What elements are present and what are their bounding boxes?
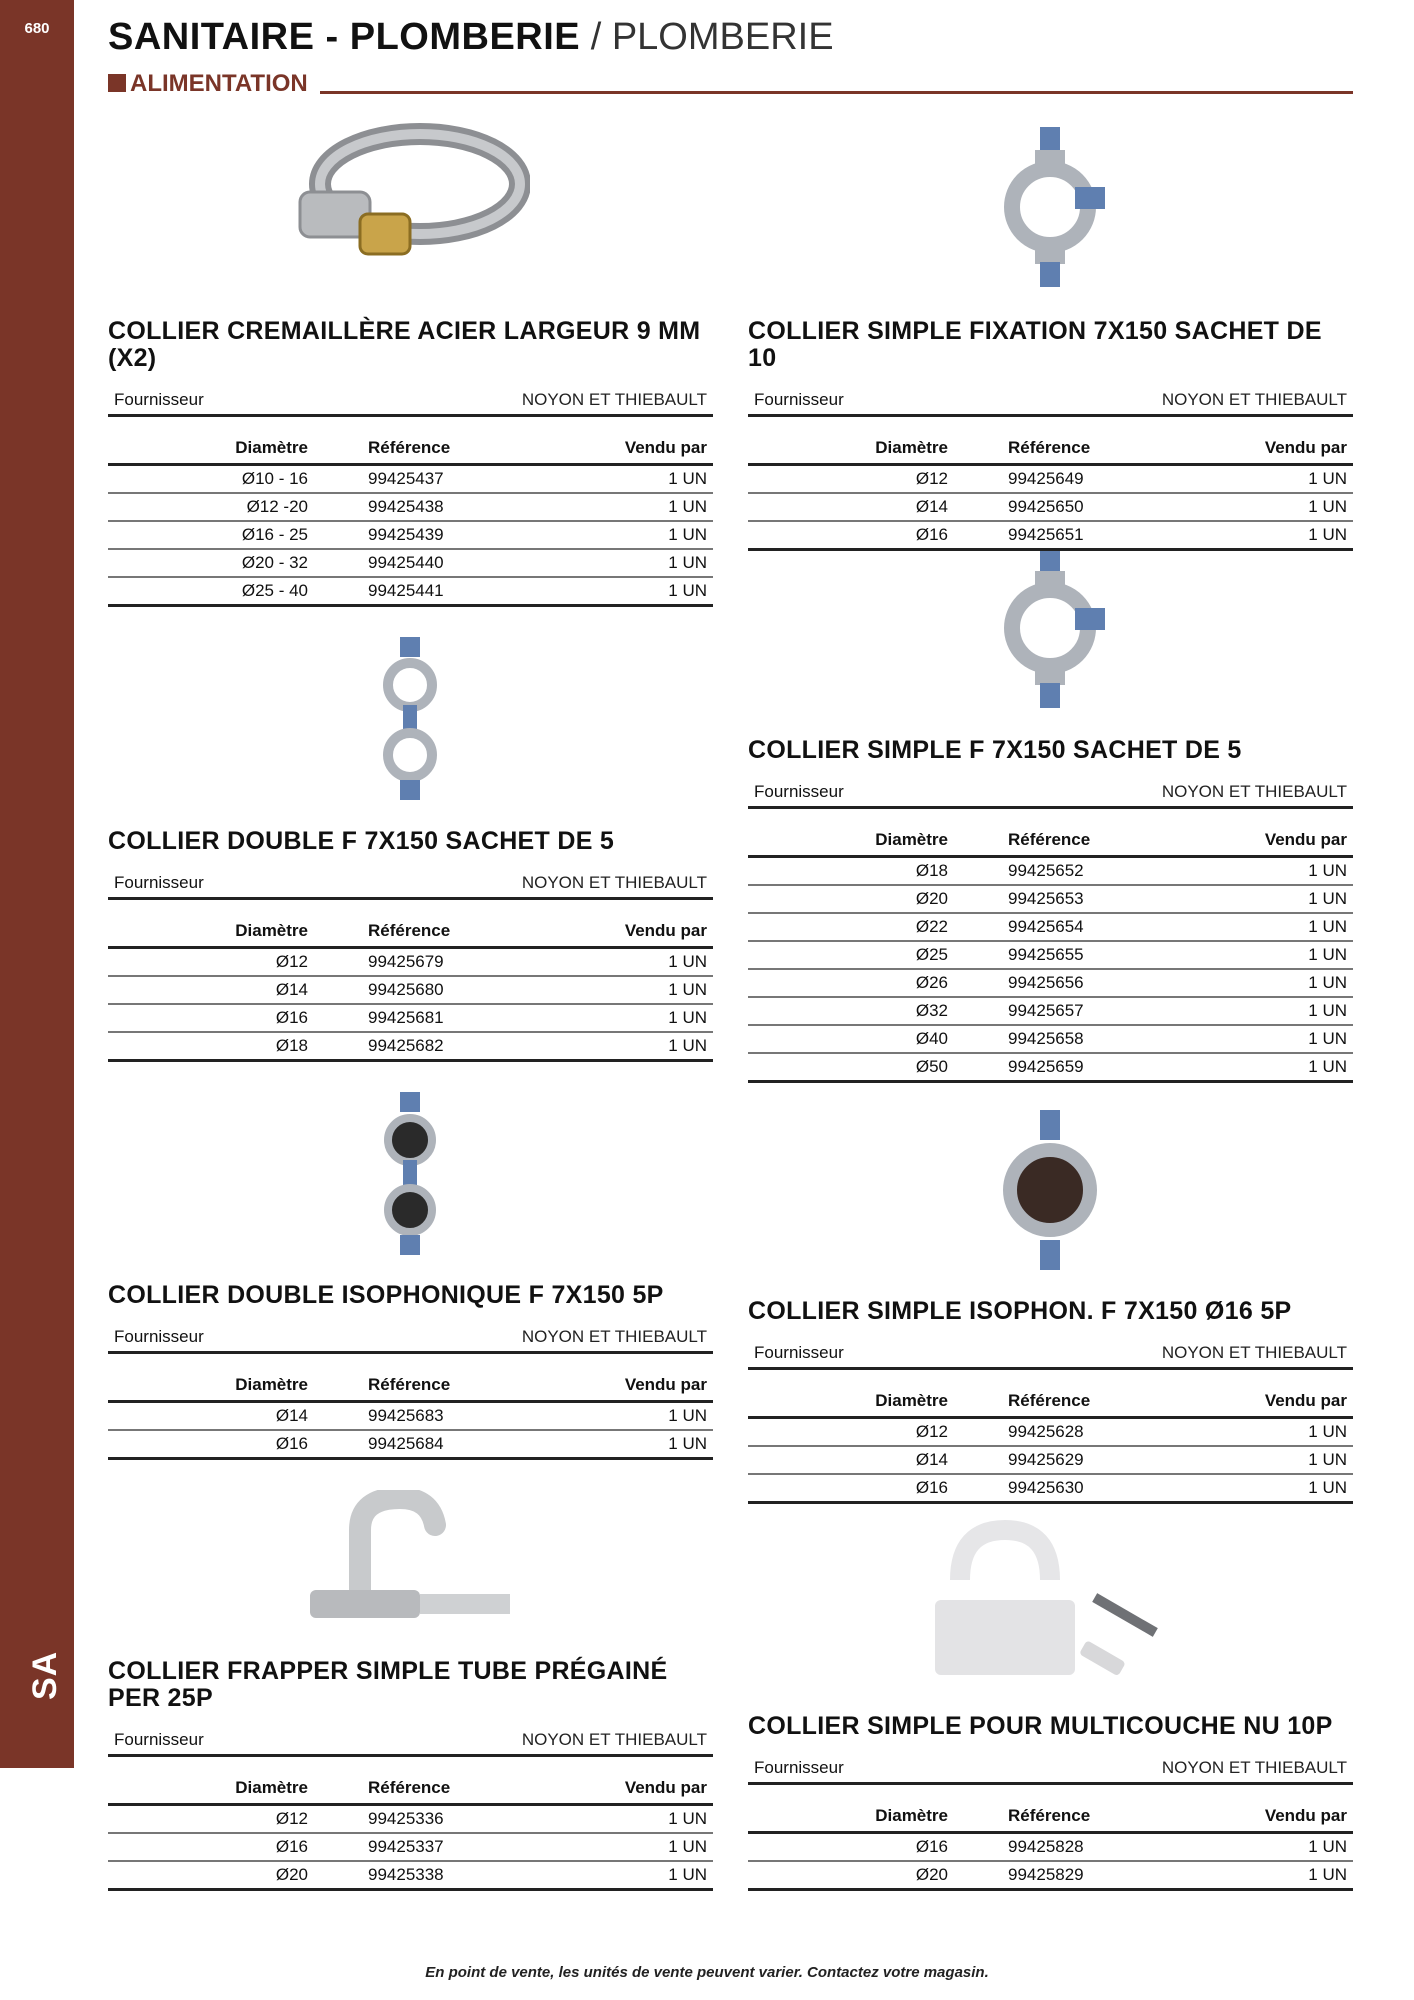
- cell-reference: 99425652: [948, 857, 1188, 886]
- double-clamp-image: [375, 635, 445, 805]
- col-sold-by: Vendu par: [548, 1773, 713, 1805]
- cell-diameter: Ø16: [108, 1430, 308, 1459]
- cell-reference: 99425681: [308, 1004, 548, 1032]
- multilayer-clamp-image: [930, 1520, 1170, 1690]
- cell-diameter: Ø18: [748, 857, 948, 886]
- product-card: [748, 1298, 1353, 1504]
- cell-reference: 99425657: [948, 997, 1188, 1025]
- cell-reference: 99425337: [308, 1833, 548, 1861]
- cell-sold-by: 1 UN: [548, 1833, 713, 1861]
- table-row: [748, 969, 1353, 997]
- supplier-value: NOYON ET THIEBAULT: [1161, 390, 1347, 409]
- cell-diameter: Ø25 - 40: [108, 577, 308, 606]
- product-table: [108, 433, 713, 607]
- cell-sold-by: 1 UN: [1188, 1418, 1353, 1447]
- section-tab: SA: [26, 1650, 64, 1700]
- table-row: [108, 1861, 713, 1890]
- cell-diameter: Ø18: [108, 1032, 308, 1061]
- cell-diameter: Ø14: [108, 976, 308, 1004]
- page-title-main: SANITAIRE - PLOMBERIE: [108, 16, 581, 58]
- product-card: [108, 1282, 713, 1460]
- cell-reference: 99425438: [308, 493, 548, 521]
- cell-diameter: Ø12: [108, 948, 308, 977]
- cell-reference: 99425336: [308, 1805, 548, 1834]
- cell-diameter: Ø10 - 16: [108, 465, 308, 494]
- col-sold-by: Vendu par: [1188, 825, 1353, 857]
- section-rule: [320, 91, 1353, 94]
- table-header: [748, 825, 1353, 857]
- cell-diameter: Ø25: [748, 941, 948, 969]
- col-reference: Référence: [308, 916, 548, 948]
- cell-reference: 99425441: [308, 577, 548, 606]
- col-diameter: Diamètre: [748, 1386, 948, 1418]
- product-title: COLLIER FRAPPER SIMPLE TUBE PRÉGAINÉ PER 25P: [108, 1657, 668, 1712]
- table-row: [108, 1430, 713, 1459]
- footer-note: En point de vente, les unités de vente peuvent varier. Contactez votre magasin.: [425, 1964, 989, 1981]
- col-diameter: Diamètre: [108, 433, 308, 465]
- double-isophonic-clamp-image: [375, 1090, 445, 1260]
- supplier-row: [108, 869, 713, 900]
- cell-sold-by: 1 UN: [1188, 857, 1353, 886]
- section-label: ALIMENTATION: [130, 70, 308, 97]
- table-row: [748, 941, 1353, 969]
- supplier-row: [108, 1323, 713, 1354]
- cell-sold-by: 1 UN: [1188, 941, 1353, 969]
- cell-reference: 99425440: [308, 549, 548, 577]
- cell-diameter: Ø16: [748, 521, 948, 550]
- cell-diameter: Ø14: [748, 1446, 948, 1474]
- cell-diameter: Ø12: [748, 1418, 948, 1447]
- cell-reference: 99425338: [308, 1861, 548, 1890]
- cell-reference: 99425658: [948, 1025, 1188, 1053]
- page-title-sub: / PLOMBERIE: [580, 16, 834, 58]
- table-row: [748, 857, 1353, 886]
- cell-reference: 99425656: [948, 969, 1188, 997]
- table-row: [108, 493, 713, 521]
- cell-reference: 99425655: [948, 941, 1188, 969]
- cell-diameter: Ø12: [748, 465, 948, 494]
- table-row: [108, 976, 713, 1004]
- section-heading: [108, 70, 1353, 96]
- col-reference: Référence: [308, 433, 548, 465]
- page-number: 680: [24, 20, 50, 37]
- table-row: [748, 1446, 1353, 1474]
- table-row: [748, 997, 1353, 1025]
- product-table: [108, 916, 713, 1062]
- cell-diameter: Ø20 - 32: [108, 549, 308, 577]
- table-header: [108, 433, 713, 465]
- supplier-row: [748, 386, 1353, 417]
- cell-reference: 99425828: [948, 1833, 1188, 1862]
- table-header: [748, 433, 1353, 465]
- section-marker: [108, 74, 126, 92]
- product-title: COLLIER DOUBLE ISOPHONIQUE F 7X150 5P: [108, 1281, 664, 1309]
- cell-reference: 99425437: [308, 465, 548, 494]
- supplier-label: Fournisseur: [114, 873, 204, 892]
- table-row: [748, 1053, 1353, 1082]
- table-row: [748, 1474, 1353, 1503]
- table-row: [108, 577, 713, 606]
- col-diameter: Diamètre: [108, 1773, 308, 1805]
- cell-reference: 99425682: [308, 1032, 548, 1061]
- cell-reference: 99425654: [948, 913, 1188, 941]
- supplier-label: Fournisseur: [114, 390, 204, 409]
- col-sold-by: Vendu par: [1188, 1386, 1353, 1418]
- page-title: [108, 16, 834, 59]
- single-clamp-f-image: [985, 543, 1115, 713]
- cell-diameter: Ø22: [748, 913, 948, 941]
- supplier-label: Fournisseur: [754, 390, 844, 409]
- cell-sold-by: 1 UN: [1188, 913, 1353, 941]
- supplier-value: NOYON ET THIEBAULT: [521, 1327, 707, 1346]
- col-diameter: Diamètre: [748, 825, 948, 857]
- cell-diameter: Ø20: [748, 1861, 948, 1890]
- col-reference: Référence: [308, 1773, 548, 1805]
- cell-sold-by: 1 UN: [548, 549, 713, 577]
- product-card: [108, 828, 713, 1062]
- table-row: [748, 1418, 1353, 1447]
- col-reference: Référence: [948, 433, 1188, 465]
- single-isophonic-clamp-image: [985, 1105, 1115, 1275]
- supplier-row: [108, 386, 713, 417]
- cell-sold-by: 1 UN: [1188, 969, 1353, 997]
- cell-reference: 99425684: [308, 1430, 548, 1459]
- col-diameter: Diamètre: [748, 433, 948, 465]
- col-sold-by: Vendu par: [1188, 433, 1353, 465]
- col-reference: Référence: [308, 1370, 548, 1402]
- table-row: [108, 1032, 713, 1061]
- cell-sold-by: 1 UN: [1188, 1446, 1353, 1474]
- product-title: COLLIER SIMPLE ISOPHON. F 7X150 Ø16 5P: [748, 1297, 1292, 1325]
- product-card: [748, 737, 1353, 1083]
- cell-reference: 99425659: [948, 1053, 1188, 1082]
- cell-sold-by: 1 UN: [548, 1032, 713, 1061]
- table-row: [108, 948, 713, 977]
- table-row: [748, 493, 1353, 521]
- supplier-label: Fournisseur: [754, 1758, 844, 1777]
- cell-diameter: Ø12: [108, 1805, 308, 1834]
- cell-diameter: Ø26: [748, 969, 948, 997]
- col-sold-by: Vendu par: [548, 1370, 713, 1402]
- cell-sold-by: 1 UN: [548, 1402, 713, 1431]
- table-row: [108, 1833, 713, 1861]
- table-row: [748, 521, 1353, 550]
- product-title: COLLIER SIMPLE FIXATION 7X150 SACHET DE 10: [748, 317, 1322, 372]
- supplier-label: Fournisseur: [754, 782, 844, 801]
- cell-sold-by: 1 UN: [548, 577, 713, 606]
- supplier-value: NOYON ET THIEBAULT: [521, 1730, 707, 1749]
- col-diameter: Diamètre: [748, 1801, 948, 1833]
- product-table: [108, 1370, 713, 1460]
- supplier-row: [748, 778, 1353, 809]
- supplier-label: Fournisseur: [114, 1730, 204, 1749]
- product-card: [108, 318, 713, 607]
- product-table: [748, 1386, 1353, 1504]
- table-row: [748, 1833, 1353, 1862]
- col-reference: Référence: [948, 1801, 1188, 1833]
- cell-sold-by: 1 UN: [1188, 493, 1353, 521]
- cell-sold-by: 1 UN: [548, 465, 713, 494]
- supplier-label: Fournisseur: [114, 1327, 204, 1346]
- supplier-label: Fournisseur: [754, 1343, 844, 1362]
- product-card: [748, 1713, 1353, 1891]
- cell-reference: 99425649: [948, 465, 1188, 494]
- cell-reference: 99425651: [948, 521, 1188, 550]
- supplier-row: [748, 1754, 1353, 1785]
- cell-diameter: Ø14: [108, 1402, 308, 1431]
- supplier-value: NOYON ET THIEBAULT: [521, 873, 707, 892]
- product-table: [108, 1773, 713, 1891]
- table-row: [108, 1402, 713, 1431]
- cell-diameter: Ø20: [108, 1861, 308, 1890]
- cell-sold-by: 1 UN: [548, 948, 713, 977]
- cell-diameter: Ø16: [748, 1833, 948, 1862]
- cell-diameter: Ø20: [748, 885, 948, 913]
- product-title: COLLIER SIMPLE POUR MULTICOUCHE NU 10P: [748, 1712, 1333, 1740]
- cell-diameter: Ø14: [748, 493, 948, 521]
- product-table: [748, 433, 1353, 551]
- cell-reference: 99425679: [308, 948, 548, 977]
- cell-diameter: Ø16: [108, 1833, 308, 1861]
- table-row: [108, 465, 713, 494]
- hose-clamp-image: [290, 122, 530, 272]
- table-header: [748, 1801, 1353, 1833]
- cell-reference: 99425630: [948, 1474, 1188, 1503]
- nail-in-clamp-image: [300, 1490, 520, 1640]
- table-row: [108, 1004, 713, 1032]
- table-header: [108, 916, 713, 948]
- cell-reference: 99425680: [308, 976, 548, 1004]
- product-title: COLLIER CREMAILLÈRE ACIER LARGEUR 9 MM (X2): [108, 317, 701, 372]
- table-row: [748, 913, 1353, 941]
- product-title: COLLIER SIMPLE F 7X150 SACHET DE 5: [748, 736, 1242, 764]
- cell-diameter: Ø16 - 25: [108, 521, 308, 549]
- cell-diameter: Ø40: [748, 1025, 948, 1053]
- cell-sold-by: 1 UN: [548, 1861, 713, 1890]
- table-row: [108, 521, 713, 549]
- table-header: [108, 1773, 713, 1805]
- cell-sold-by: 1 UN: [548, 493, 713, 521]
- cell-sold-by: 1 UN: [1188, 1861, 1353, 1890]
- cell-sold-by: 1 UN: [1188, 1833, 1353, 1862]
- cell-sold-by: 1 UN: [548, 1805, 713, 1834]
- col-sold-by: Vendu par: [1188, 1801, 1353, 1833]
- table-header: [108, 1370, 713, 1402]
- cell-reference: 99425829: [948, 1861, 1188, 1890]
- cell-diameter: Ø50: [748, 1053, 948, 1082]
- col-diameter: Diamètre: [108, 916, 308, 948]
- col-sold-by: Vendu par: [548, 916, 713, 948]
- supplier-row: [748, 1339, 1353, 1370]
- cell-sold-by: 1 UN: [1188, 1053, 1353, 1082]
- side-band: [0, 0, 74, 1768]
- col-diameter: Diamètre: [108, 1370, 308, 1402]
- col-reference: Référence: [948, 825, 1188, 857]
- cell-diameter: Ø12 -20: [108, 493, 308, 521]
- supplier-value: NOYON ET THIEBAULT: [1161, 782, 1347, 801]
- supplier-row: [108, 1726, 713, 1757]
- single-clamp-image: [985, 122, 1115, 292]
- col-reference: Référence: [948, 1386, 1188, 1418]
- product-table: [748, 1801, 1353, 1891]
- cell-reference: 99425628: [948, 1418, 1188, 1447]
- cell-diameter: Ø16: [748, 1474, 948, 1503]
- table-row: [748, 885, 1353, 913]
- cell-sold-by: 1 UN: [1188, 1025, 1353, 1053]
- cell-sold-by: 1 UN: [548, 976, 713, 1004]
- table-row: [748, 465, 1353, 494]
- cell-sold-by: 1 UN: [1188, 885, 1353, 913]
- cell-sold-by: 1 UN: [548, 1430, 713, 1459]
- cell-reference: 99425629: [948, 1446, 1188, 1474]
- product-table: [748, 825, 1353, 1083]
- cell-reference: 99425439: [308, 521, 548, 549]
- supplier-value: NOYON ET THIEBAULT: [521, 390, 707, 409]
- cell-sold-by: 1 UN: [1188, 997, 1353, 1025]
- table-row: [748, 1025, 1353, 1053]
- table-row: [108, 1805, 713, 1834]
- table-header: [748, 1386, 1353, 1418]
- table-row: [748, 1861, 1353, 1890]
- cell-sold-by: 1 UN: [1188, 465, 1353, 494]
- cell-sold-by: 1 UN: [548, 521, 713, 549]
- cell-reference: 99425683: [308, 1402, 548, 1431]
- table-row: [108, 549, 713, 577]
- cell-reference: 99425653: [948, 885, 1188, 913]
- product-card: [748, 318, 1353, 551]
- cell-sold-by: 1 UN: [548, 1004, 713, 1032]
- product-card: [108, 1658, 713, 1891]
- supplier-value: NOYON ET THIEBAULT: [1161, 1343, 1347, 1362]
- cell-diameter: Ø16: [108, 1004, 308, 1032]
- cell-sold-by: 1 UN: [1188, 521, 1353, 550]
- supplier-value: NOYON ET THIEBAULT: [1161, 1758, 1347, 1777]
- col-sold-by: Vendu par: [548, 433, 713, 465]
- cell-diameter: Ø32: [748, 997, 948, 1025]
- cell-sold-by: 1 UN: [1188, 1474, 1353, 1503]
- product-title: COLLIER DOUBLE F 7X150 SACHET DE 5: [108, 827, 615, 855]
- cell-reference: 99425650: [948, 493, 1188, 521]
